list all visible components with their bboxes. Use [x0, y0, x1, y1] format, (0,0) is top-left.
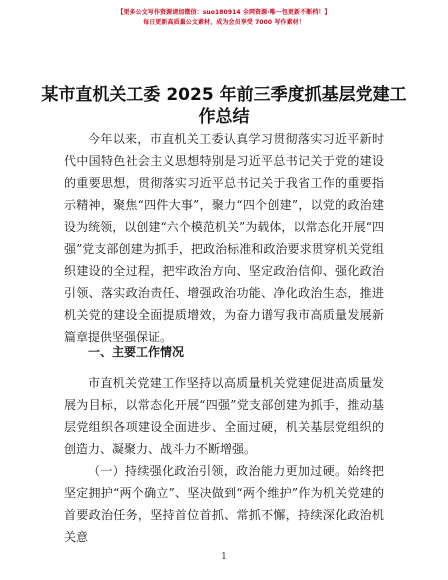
intro-paragraph: 今年以来，市直机关工委认真学习贯彻落实习近平新时代中国特色社会主义思想特别是习近平总书记关于党的建设的重要思想，贯彻落实习近平总书记关于我省工作的重要指示精神，聚焦“四件大事”，聚力“四个创建”，以党的政治建设为统领，以创建“六个模范机关”为载体，以常态化开展“四强”党支部创建为抓手，把政治标准和政治要求贯穿机关党组织建设的全过程，把牢政治方向、坚定政治信仰、强化政治引领、落实政治责任、增强政治功能、净化政治生态，推进机关党的建设全面提质增效，为奋力谱写我市高质量发展新篇章提供坚强保证。: [64, 132, 384, 344]
section-paragraph: 市直机关党建工作坚持以高质量机关党建促进高质量发展为目标，以常态化开展“四强”党支部创建为抓手，推动基层党组织各项建设全面进步、全面过硬，机关基层党组织的创造力、凝聚力、战斗力不断增强。: [64, 376, 384, 456]
document-title: 某市直机关工委 2025 年前三季度抓基层党建工作总结: [41, 85, 407, 127]
header-banner-line-1: 【更多公文写作资源请加微信：suo180914 全网资源·唯一包更新不断档！】: [117, 9, 331, 16]
header-banner-line-2: 每日更新高质量公文素材，成为会员享受 7000 写作素材！: [143, 19, 305, 26]
section-heading: 一、主要工作情况: [88, 345, 185, 359]
subsection-paragraph: （一）持续强化政治引领，政治能力更加过硬。始终把坚定拥护“两个确立”、坚决做到“两个维护”作为机关党建的首要政治任务，坚持首位首抓、常抓不懈，持续深化政治机关意: [64, 464, 384, 544]
page-number: 1: [221, 552, 227, 562]
header-banner: [0, 8, 448, 28]
